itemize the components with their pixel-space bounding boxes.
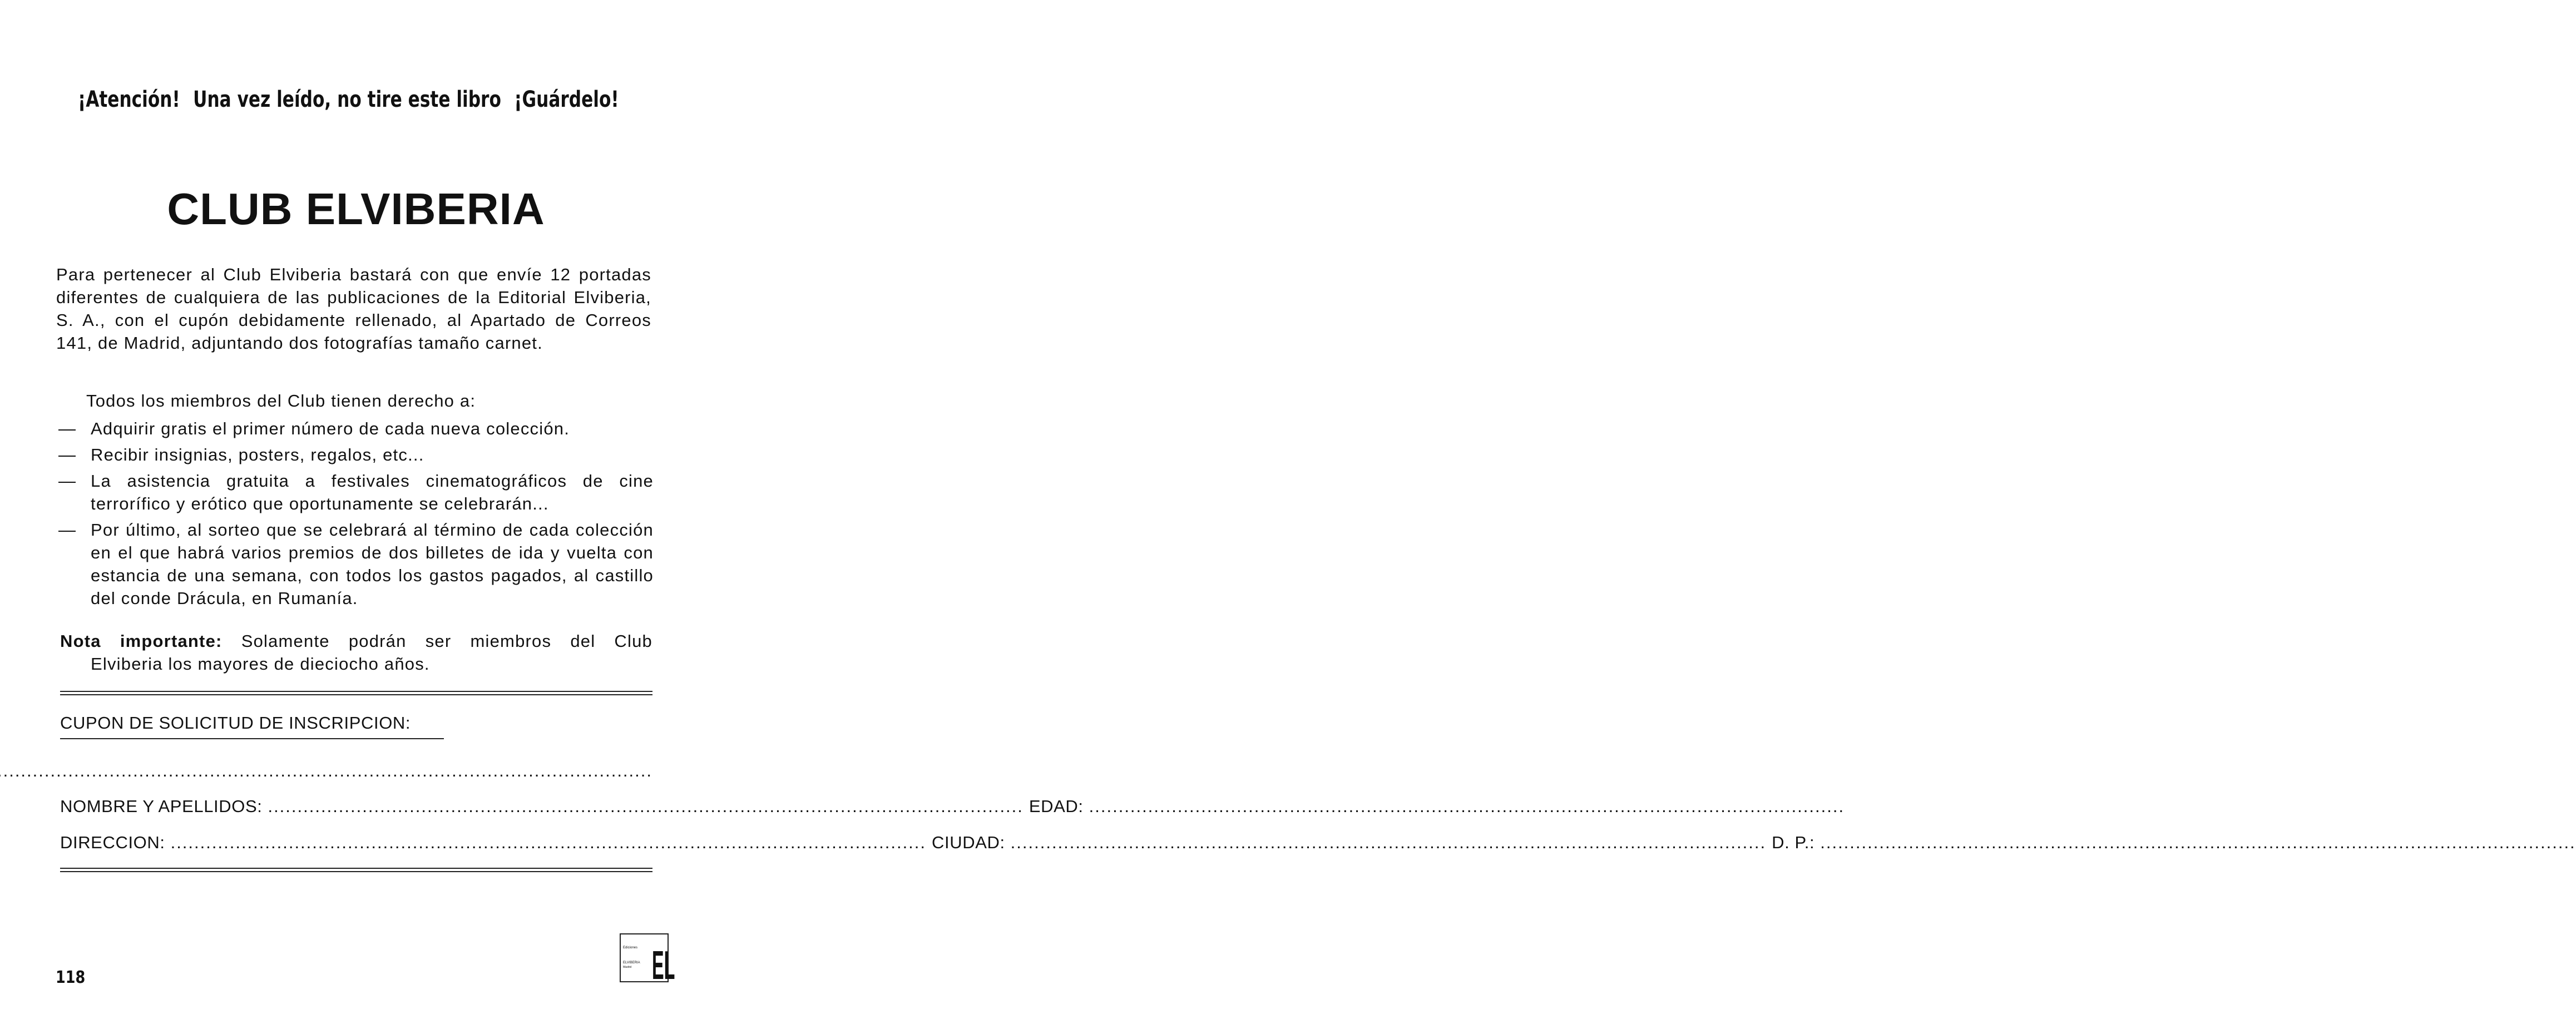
list-dash: — <box>58 471 77 491</box>
logo-line-2: ELVIBERIA <box>623 961 640 965</box>
list-item <box>58 518 654 610</box>
club-title: CLUB ELVIBERIA <box>167 184 545 234</box>
list-item-text: Adquirir gratis el primer número de cada nueva colección. <box>91 419 570 438</box>
publisher-logo <box>620 933 675 988</box>
list-dash: — <box>58 445 77 464</box>
age-label: EDAD: <box>1029 797 1084 816</box>
note-label: Nota importante: <box>60 631 223 651</box>
note-first-line <box>60 630 652 652</box>
name-label: NOMBRE Y APELLIDOS: <box>60 797 263 816</box>
coupon-bottom-rule <box>60 868 652 869</box>
name-field-row <box>60 797 1084 817</box>
dni-field-row <box>60 761 652 781</box>
important-note <box>60 630 652 675</box>
publisher-logo-graphic <box>621 934 675 988</box>
rights-intro: Todos los miembros del Club tienen derecho a: <box>86 391 476 410</box>
coupon-title-underline <box>60 738 444 739</box>
logo-line-1: Ediciones <box>623 946 638 949</box>
address-field-row <box>60 833 1815 853</box>
city-label: CIUDAD: <box>932 833 1005 852</box>
dni-field[interactable] <box>0 761 652 781</box>
postal-code-field[interactable] <box>1820 833 2575 853</box>
header-keep: ¡Guárdelo! <box>514 87 619 112</box>
list-item-text: Recibir insignias, posters, regalos, etc... <box>91 445 424 464</box>
coupon-top-rule <box>60 691 652 692</box>
list-dash: — <box>58 419 77 438</box>
header-attention: ¡Atención! <box>78 87 180 112</box>
list-dash: — <box>58 520 77 540</box>
list-item <box>58 443 654 466</box>
rights-list <box>58 417 654 613</box>
address-label: DIRECCION: <box>60 833 165 852</box>
age-field[interactable] <box>1089 797 1845 817</box>
header-message: Una vez leído, no tire este libro <box>193 87 501 112</box>
page-number: 118 <box>56 968 86 987</box>
address-field[interactable] <box>171 833 926 853</box>
name-field[interactable] <box>268 797 1023 817</box>
header-notice <box>78 87 619 112</box>
logo-line-3: Madrid <box>623 966 632 969</box>
note-line-2: Elviberia los mayores de dieciocho años. <box>91 654 430 674</box>
note-line-1: Solamente podrán ser miembros del Club <box>241 631 652 651</box>
postal-code-label: D. P.: <box>1772 833 1815 852</box>
list-item-text: Por último, al sorteo que se celebrará al término de cada colección en el que habrá varios premios de dos billetes de ida y vuelta con estancia de una semana, con todos los gastos pagados, al castillo del conde Drácula, en Rumanía. <box>91 520 654 608</box>
intro-text: Para pertenecer al Club Elviberia bastará con que envíe 12 portadas diferentes de cualquiera de las publicaciones de la Editorial Elviberia, S. A., con el cupón debidamente rellenado, al Apartado de Correos 141, de Madrid, adjuntando dos fotografías tamaño carnet. <box>56 265 651 353</box>
coupon-title: CUPON DE SOLICITUD DE INSCRIPCION: <box>60 713 411 733</box>
intro-paragraph <box>56 263 651 354</box>
list-item-text: La asistencia gratuita a festivales cinematográficos de cine terrorífico y erótico que oportunamente se celebrarán... <box>91 471 654 513</box>
logo-initials: EL <box>652 942 675 988</box>
list-item <box>58 417 654 440</box>
city-field[interactable] <box>1011 833 1766 853</box>
list-item <box>58 469 654 515</box>
